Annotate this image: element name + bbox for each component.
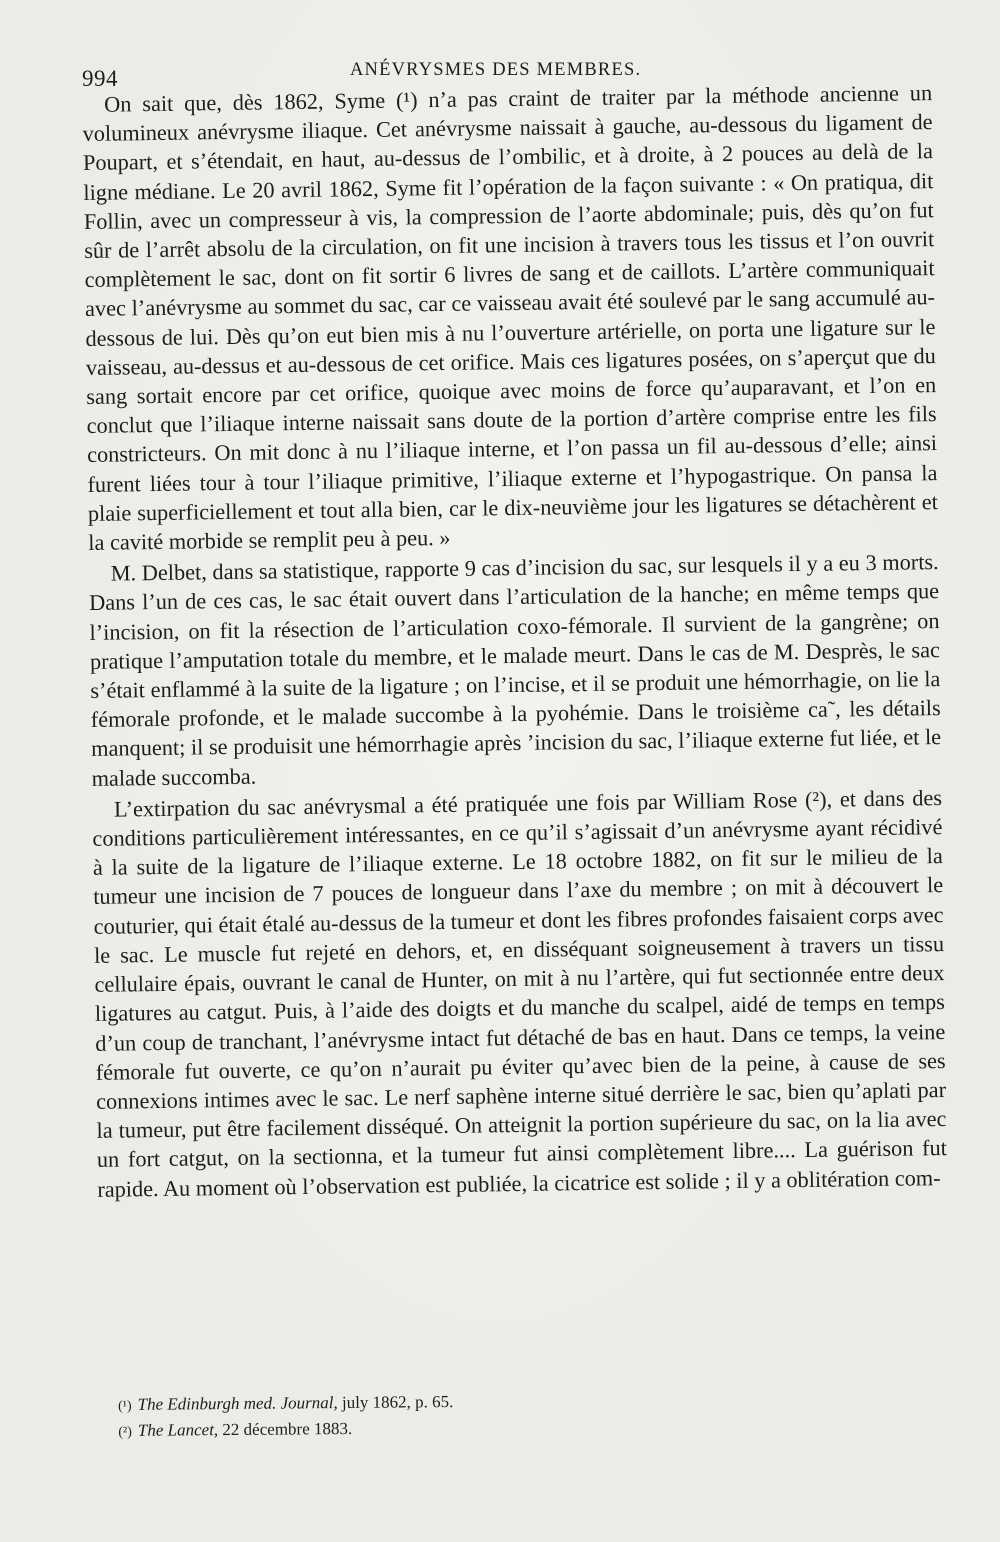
footnote-mark: (¹) — [118, 1398, 132, 1414]
footnote-detail: july 1862, p. 65. — [337, 1392, 454, 1413]
footnote-2 — [118, 1413, 818, 1445]
footnote-source: The Edinburgh med. Journal, — [137, 1393, 338, 1414]
footnote-detail: 22 décembre 1883. — [218, 1418, 353, 1440]
paragraph-1: On sait que, dès 1862, Syme (¹) n’a pas craint de traiter par la méthode ancienne un volumineux anévrysme iliaque. Cet anévrysme naissait à gauche, au-dessous du ligament de Poupart, et s’étendait, en haut, au-dessus de l’ombilic, et à droite, à 2 pouces au delà de la ligne médiane. Le 20 avril 1862, Syme fit l’opération de la façon suivante : « On pratiqua, dit Follin, avec un compresseur à vis, la compression de l’aorte abdominale; puis, dès qu’on fut sûr de l’arrêt absolu de la circulation, on fit une incision à travers tous les tissus et l’on ouvrit complètement le sac, dont on fit sortir 6 livres de sang et de caillots. L’artère communiquait avec l’anévrysme au sommet du sac, car ce vaisseau avait été soulevé par le sang accumulé au-dessous de lui. Dès qu’on eut bien mis à nu l’ouverture artérielle, on porta une ligature sur le vaisseau, au-dessus et au-dessous de cet orifice. Mais ces ligatures posées, on s’aperçut que du sang sortait encore par cet orifice, quoique avec moins de force qu’auparavant, et l’on en conclut que l’iliaque interne naissait sans doute de la portion d’artère comprise entre les fils constricteurs. On mit donc à nu l’iliaque interne, et l’on passa un fil au-dessous d’elle; ainsi furent liées tour à tour l’iliaque primitive, l’iliaque externe et l’hypogastrique. On pansa la plaie superficiellement et tout alla bien, car le dix-neuvième jour les ligatures se détachèrent et la cavité morbide se remplit peu à peu. » — [82, 80, 939, 556]
paragraph-3: L’extirpation du sac anévrysmal a été pratiquée une fois par William Rose (²), et dans des conditions particulièrement intéressantes, en ce qu’il s’agissait d’un anévrysme ayant récidivé à la suite de la ligature de l’iliaque externe. Le 18 octobre 1882, on fit sur le milieu de la tumeur une incision de 7 pouces de longueur dans l’axe du membre ; on mit à découvert le couturier, qui était étalé au-dessus de la tumeur et dont les fibres profondes faisaient corps avec le sac. Le muscle fut rejeté en dehors, et, en disséquant soigneusement à travers un tissu cellulaire épais, ouvrant le canal de Hunter, on mit à nu l’artère, qui fut sectionnée entre deux ligatures au catgut. Puis, à l’aide des doigts et du manche du scalpel, aidé de temps en temps d’un coup de tranchant, l’anévrysme intact fut détaché de bas en haut. Dans ce temps, la veine fémorale fut ouverte, ce qu’on n’aurait pu éviter qu’avec bien de la peine, à cause de ses connexions intimes avec le sac. Le nerf saphène interne situé derrière le sac, bien qu’aplati par la tumeur, put être facilement disséqué. On atteignit la portion supérieure du sac, on la lia avec un fort catgut, on la sectionna, et la tumeur fut ainsi complètement libre.... La guérison fut rapide. Au moment où l’observation est publiée, la cicatrice est solide ; il y a oblitération com- — [92, 784, 948, 1202]
footnote-mark: (²) — [118, 1424, 132, 1440]
running-title: ANÉVRYSMES DES MEMBRES. — [350, 60, 642, 80]
page-number: 994 — [82, 66, 118, 91]
paragraph-2: M. Delbet, dans sa statistique, rapporte 9 cas d’incision du sac, sur lesquels il y a eu 3 morts. Dans l’un de ces cas, le sac était ouvert dans l’articulation de la hanche; en même temps que l’incision, on fit la résection de l’articulation coxo-fémorale. Il survient de la gangrène; on pratique l’amputation totale du membre, et le malade meurt. Dans le cas de M. Desprès, le sac s’était enflammé à la suite de la ligature ; on l’incise, et il se produit une hémorrhagie, on lie la fémorale profonde, et le malade succombe à la pyohémie. Dans le troisième ca˜, les détails manquent; il se produisit une hémorrhagie après ’incision du sac, l’iliaque externe fut liée, et le malade succomba. — [88, 549, 942, 791]
body-text — [82, 78, 947, 1203]
footnote-source: The Lancet, — [137, 1420, 219, 1440]
footnotes — [118, 1387, 818, 1445]
